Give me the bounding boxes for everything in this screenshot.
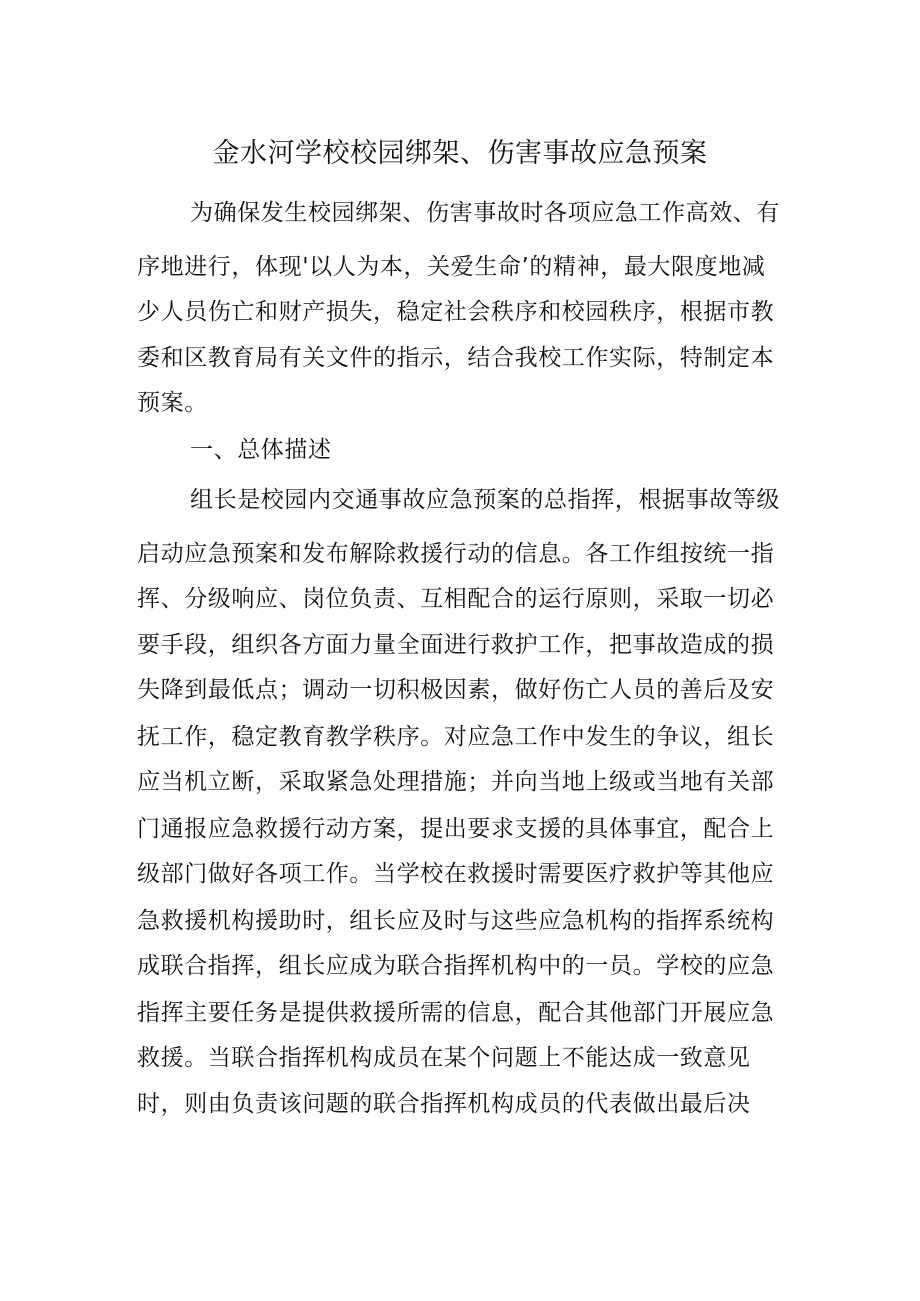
body-line: 启动应急预案和发布解除救援行动的信息。各工作组按统一指 bbox=[137, 541, 775, 567]
intro-line: 预案。 bbox=[137, 390, 208, 416]
body-line: 失降到最低点；调动一切积极因素，做好伤亡人员的善后及安 bbox=[137, 677, 775, 703]
body-line: 组长是校园内交通事故应急预案的总指挥，根据事故等级 bbox=[190, 487, 780, 513]
body-line: 抚工作，稳定教育教学秩序。对应急工作中发生的争议，组长 bbox=[137, 724, 775, 750]
intro-line: 委和区教育局有关文件的指示，结合我校工作实际，特制定本 bbox=[137, 345, 775, 371]
body-line: 救援。当联合指挥机构成员在某个问题上不能达成一致意见 bbox=[137, 1045, 751, 1071]
body-line: 级部门做好各项工作。当学校在救援时需要医疗救护等其他应 bbox=[137, 861, 775, 887]
body-line: 要手段，组织各方面力量全面进行救护工作，把事故造成的损 bbox=[137, 632, 775, 658]
document-title: 金水河学校校园绑架、伤害事故应急预案 bbox=[212, 138, 708, 169]
intro-line: 为确保发生校园绑架、伤害事故时各项应急工作高效、有 bbox=[190, 200, 780, 226]
intro-line: 序地进行，体现'以人为本，关爱生命’的精神，最大限度地减 bbox=[137, 254, 766, 280]
body-line: 门通报应急救援行动方案，提出要求支援的具体事宜，配合上 bbox=[137, 816, 775, 842]
section-heading: 一、总体描述 bbox=[190, 437, 332, 463]
body-line: 急救援机构援助时，组长应及时与这些应急机构的指挥系统构 bbox=[137, 908, 775, 934]
body-line: 指挥主要任务是提供救援所需的信息，配合其他部门开展应急 bbox=[137, 1000, 775, 1026]
body-line: 挥、分级响应、岗位负责、互相配合的运行原则，采取一切必 bbox=[137, 586, 775, 612]
body-line: 应当机立断，采取紧急处理措施；并向当地上级或当地有关部 bbox=[137, 769, 775, 795]
body-line: 时，则由负责该问题的联合指挥机构成员的代表做出最后决 bbox=[137, 1091, 751, 1117]
intro-line: 少人员伤亡和财产损失，稳定社会秩序和校园秩序，根据市教 bbox=[137, 299, 775, 325]
body-line: 成联合指挥，组长应成为联合指挥机构中的一员。学校的应急 bbox=[137, 953, 775, 979]
